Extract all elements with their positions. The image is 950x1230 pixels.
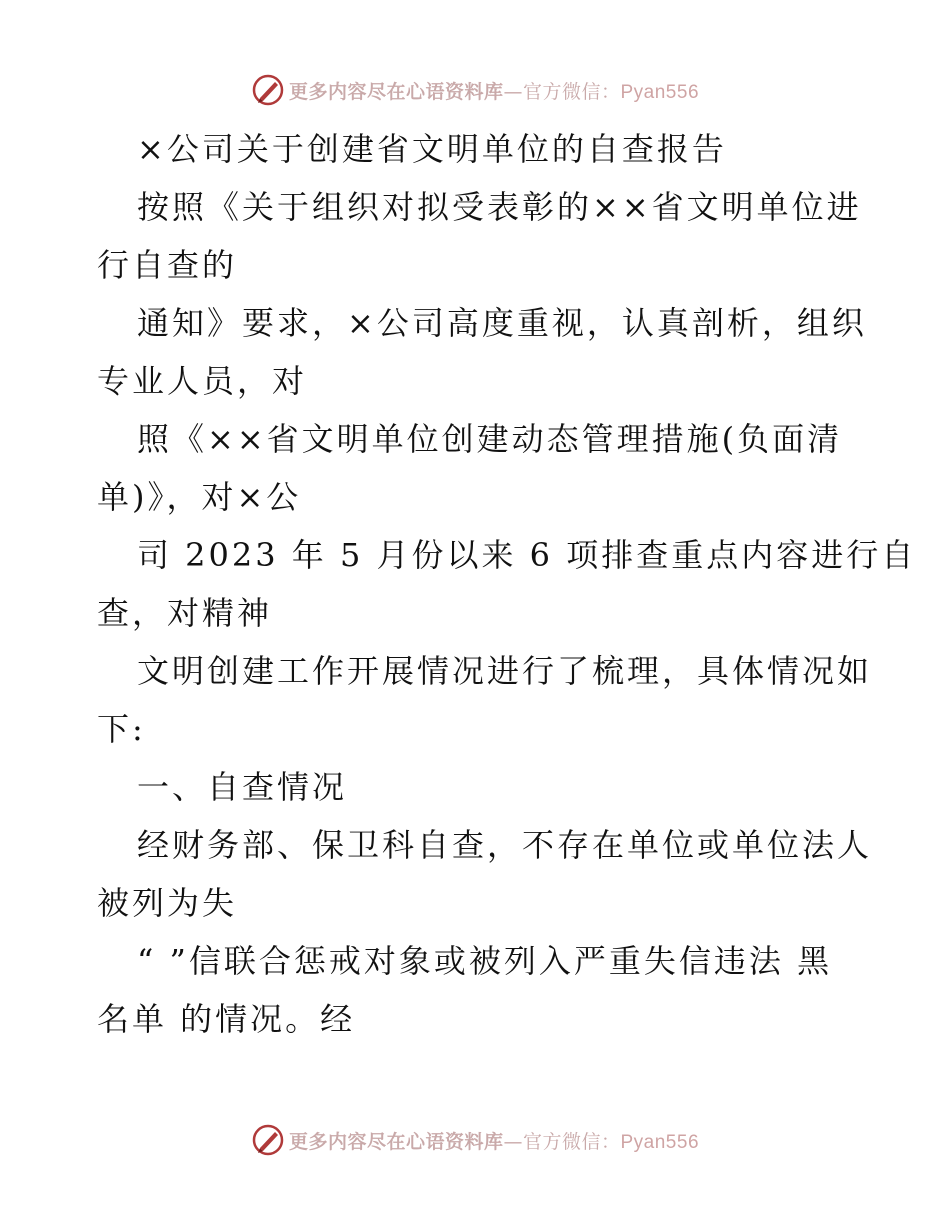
- text-line: ×公司关于创建省文明单位的自查报告: [137, 130, 727, 168]
- text-line: 通知》要求，×公司高度重视，认真剖析，组织: [137, 304, 867, 342]
- footer-watermark: [0, 1120, 950, 1160]
- text-line: 专业人员，对: [97, 362, 308, 400]
- watermark-text: [289, 1127, 699, 1154]
- text-line: 文明创建工作开展情况进行了梳理，具体情况如: [137, 652, 873, 690]
- text-line: 司 2023 年 5 月份以来 6 项排查重点内容进行自: [137, 536, 917, 574]
- document-body: [97, 120, 917, 1048]
- text-line: 经财务部、保卫科自查，不存在单位或单位法人: [137, 826, 873, 864]
- text-line: “ ”信联合惩戒对象或被列入严重失信违法 黑: [137, 942, 833, 980]
- pen-circle-logo-icon: [251, 73, 285, 107]
- text-line: 查，对精神: [97, 594, 273, 632]
- watermark-separator: —官方微信：: [503, 80, 621, 103]
- watermark-brand: 更多内容尽在心语资料库: [288, 80, 504, 103]
- text-line: 下:: [97, 710, 146, 748]
- text-line: 被列为失: [97, 884, 238, 922]
- watermark-handle: Pyan556: [620, 81, 700, 103]
- text-line: 行自查的: [97, 246, 238, 284]
- header-watermark: [0, 70, 950, 110]
- watermark-handle: Pyan556: [620, 1131, 700, 1153]
- text-line: 照《××省文明单位创建动态管理措施(负面清: [137, 420, 843, 458]
- pen-circle-logo-icon: [251, 1123, 285, 1157]
- text-line: 一、自查情况: [137, 768, 348, 806]
- watermark-brand: 更多内容尽在心语资料库: [288, 1130, 504, 1153]
- text-line: 按照《关于组织对拟受表彰的××省文明单位进: [137, 188, 862, 226]
- text-line: 单)》，对×公: [97, 478, 302, 516]
- text-line: 名单 的情况。经: [97, 1000, 356, 1038]
- watermark-text: [289, 77, 699, 104]
- watermark-separator: —官方微信：: [503, 1130, 621, 1153]
